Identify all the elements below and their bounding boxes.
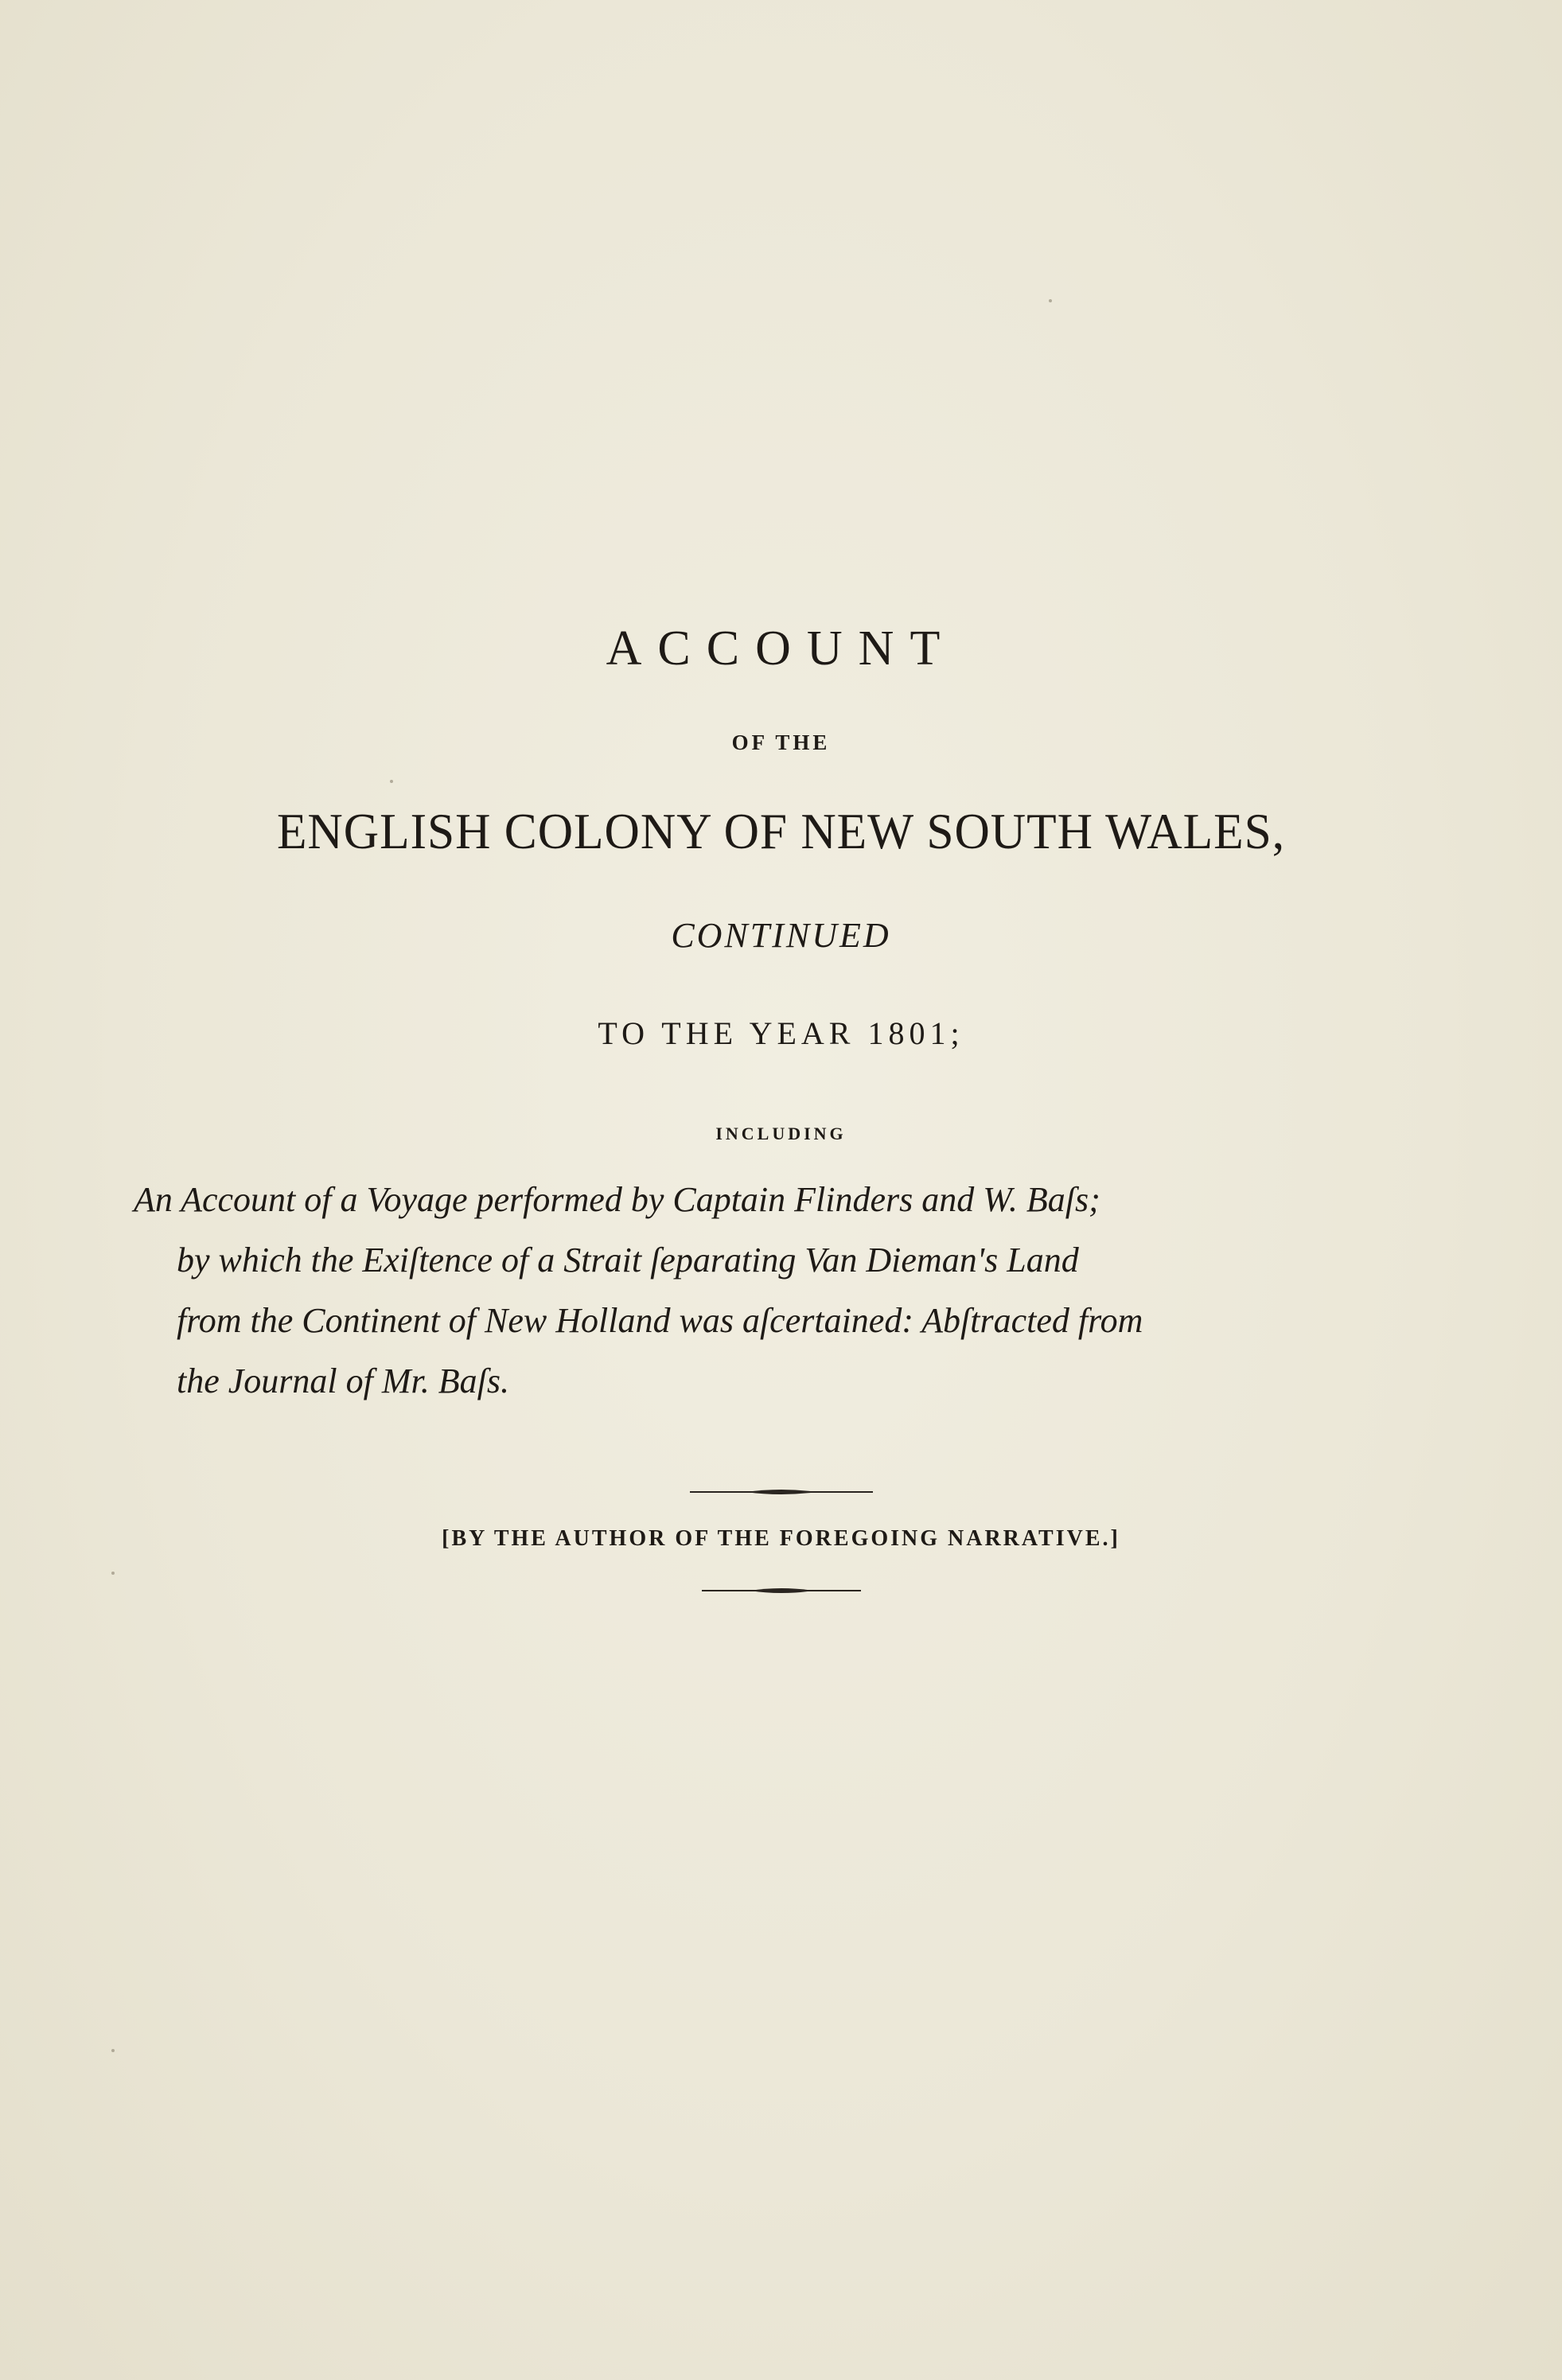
paper-speck bbox=[390, 780, 393, 783]
paper-speck bbox=[111, 2049, 115, 2052]
ornamental-rule-bottom bbox=[702, 1585, 861, 1596]
author-attribution: [BY THE AUTHOR OF THE FOREGOING NARRATIVE.] bbox=[442, 1526, 1120, 1551]
paper-speck bbox=[1049, 299, 1052, 302]
description-line: by which the Exiſtence of a Strait ſeparating Van Dieman's Land bbox=[177, 1241, 1079, 1280]
heading-account: ACCOUNT bbox=[606, 621, 956, 676]
ornamental-rule-top bbox=[690, 1486, 873, 1498]
heading-colony: ENGLISH COLONY OF NEW SOUTH WALES, bbox=[276, 803, 1286, 859]
description-paragraph bbox=[134, 1170, 1359, 1412]
description-line: An Account of a Voyage performed by Captain Flinders and W. Baſs; bbox=[134, 1180, 1100, 1219]
paper-speck bbox=[111, 1572, 115, 1575]
heading-of-the: OF THE bbox=[731, 730, 831, 754]
heading-continued: CONTINUED bbox=[671, 916, 891, 955]
description-line: the Journal of Mr. Baſs. bbox=[177, 1361, 509, 1400]
heading-including: INCLUDING bbox=[715, 1124, 847, 1143]
heading-year: TO THE YEAR 1801; bbox=[598, 1015, 964, 1051]
description-line: from the Continent of New Holland was aſcertained: Abſtracted from bbox=[177, 1301, 1143, 1340]
